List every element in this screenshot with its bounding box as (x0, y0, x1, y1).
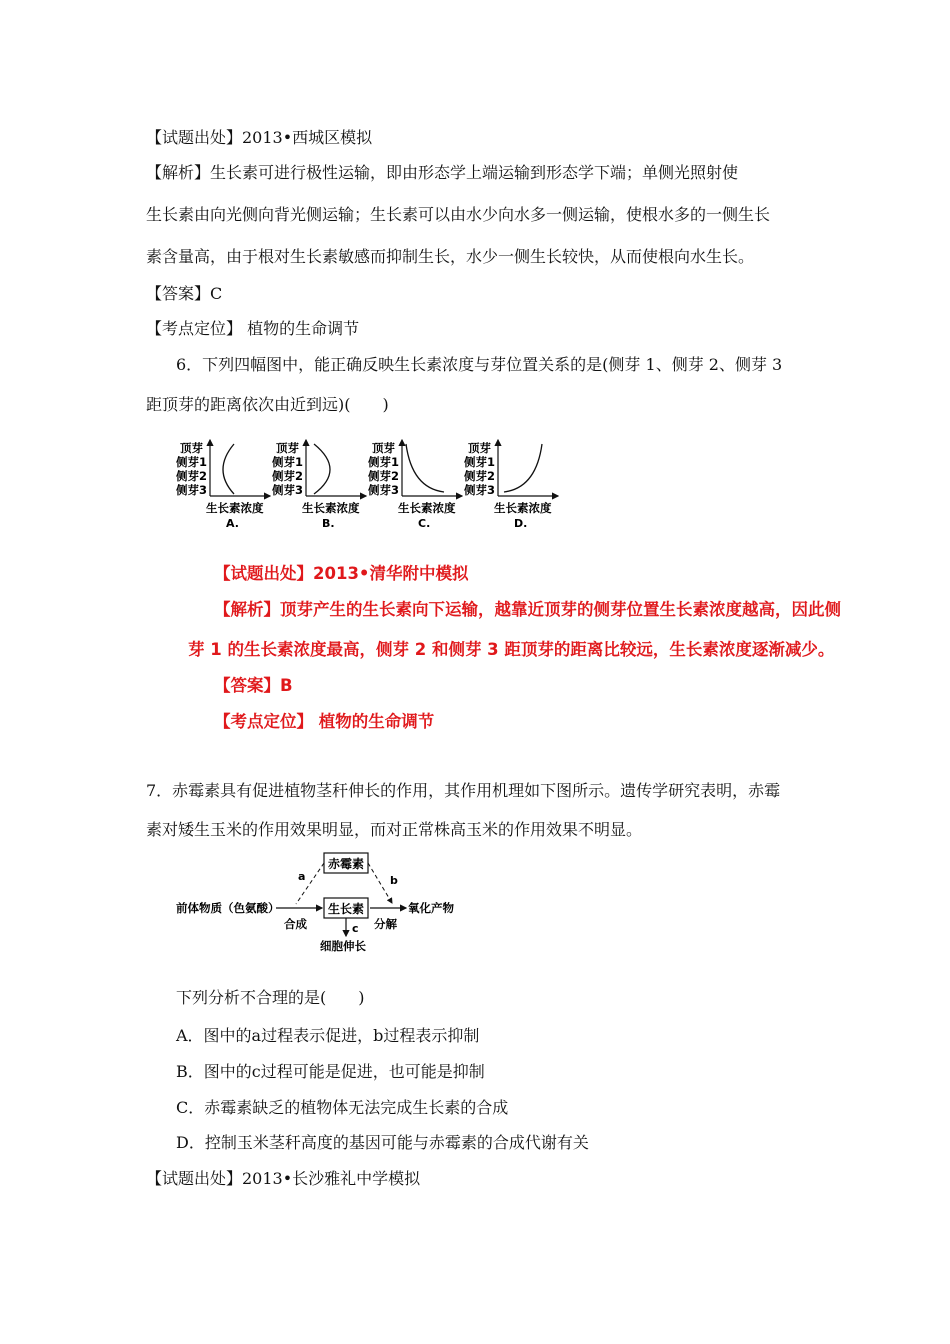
q7-diagram (172, 848, 472, 958)
q6-panel-d (463, 440, 558, 530)
q6-c-ylabel-0: 顶芽 (372, 441, 395, 455)
q7-option-a: A．图中的a过程表示促进，b过程表示抑制 (176, 1026, 480, 1045)
q6-d-xlabel: 生长素浓度 (494, 501, 552, 515)
q6-c-ylabel-1: 侧芽1 (368, 455, 400, 469)
q6-panel-c (367, 440, 462, 530)
q6-d-ylabel-2: 侧芽2 (464, 469, 496, 483)
process-c-label: c (352, 922, 359, 935)
oxidation-label: 氧化产物 (408, 901, 454, 915)
q5-analysis-line-1: 【解析】生长素可进行极性运输，即由形态学上端运输到形态学下端；单侧光照射使 (146, 163, 739, 182)
auxin-label: 生长素 (328, 902, 365, 916)
q6-analysis-line-1: 【解析】顶芽产生的生长素向下运输，越靠近顶芽的侧芽位置生长素浓度越高，因此侧 (214, 600, 841, 619)
q7-option-d: D．控制玉米茎秆高度的基因可能与赤霉素的合成代谢有关 (176, 1133, 589, 1152)
q6-figure (172, 434, 592, 532)
q6-question-line-1: 6．下列四幅图中，能正确反映生长素浓度与芽位置关系的是(侧芽 1、侧芽 2、侧芽 3 (176, 355, 783, 374)
synthesis-label: 合成 (284, 917, 307, 931)
process-b-label: b (390, 874, 398, 887)
q6-analysis-line-2: 芽 1 的生长素浓度最高，侧芽 2 和侧芽 3 距顶芽的距离比较远，生长素浓度逐渐减少。 (188, 640, 835, 659)
cell-growth-label: 细胞伸长 (320, 939, 366, 953)
gibberellin-label: 赤霉素 (328, 857, 365, 871)
q7-source: 【试题出处】2013•长沙雅礼中学模拟 (146, 1169, 421, 1188)
q6-b-curve (314, 444, 330, 494)
q6-question-line-2: 距顶芽的距离依次由近到远)( ) (146, 395, 389, 414)
q6-a-letter: A. (226, 517, 239, 530)
q6-d-letter: D. (514, 517, 528, 530)
q6-c-xlabel: 生长素浓度 (398, 501, 456, 515)
precursor-label: 前体物质（色氨酸） (176, 901, 280, 915)
q6-answer: 【答案】B (214, 676, 293, 695)
q6-a-curve (223, 444, 234, 494)
q7-option-c: C．赤霉素缺乏的植物体无法完成生长素的合成 (176, 1098, 509, 1117)
q6-c-ylabel-2: 侧芽2 (368, 469, 400, 483)
q6-a-xlabel: 生长素浓度 (206, 501, 264, 515)
q6-b-ylabel-1: 侧芽1 (272, 455, 304, 469)
q6-a-ylabel-0: 顶芽 (180, 441, 203, 455)
q6-b-xlabel: 生长素浓度 (302, 501, 360, 515)
q5-analysis-line-3: 素含量高，由于根对生长素敏感而抑制生长，水少一侧生长较快，从而使根向水生长。 (146, 247, 755, 266)
q7-option-b: B．图中的c过程可能是促进，也可能是抑制 (176, 1062, 485, 1081)
q6-d-ylabel-0: 顶芽 (468, 441, 491, 455)
q5-source: 【试题出处】2013•西城区模拟 (146, 128, 373, 147)
q6-a-ylabel-1: 侧芽1 (176, 455, 208, 469)
q5-answer: 【答案】C (146, 284, 223, 303)
q6-b-ylabel-2: 侧芽2 (272, 469, 304, 483)
q6-source: 【试题出处】2013•清华附中模拟 (214, 564, 469, 583)
decomposition-label: 分解 (374, 917, 397, 931)
q6-d-curve (504, 444, 542, 492)
q7-question-line-2: 素对矮生玉米的作用效果明显，而对正常株高玉米的作用效果不明显。 (146, 820, 643, 839)
q6-a-ylabel-2: 侧芽2 (176, 469, 208, 483)
q7-question-line-1: 7．赤霉素具有促进植物茎秆伸长的作用，其作用机理如下图所示。遗传学研究表明，赤霉 (146, 781, 781, 800)
q7-prompt: 下列分析不合理的是( ) (176, 988, 365, 1007)
process-a-label: a (298, 870, 306, 883)
q6-b-ylabel-3: 侧芽3 (272, 483, 304, 497)
q6-a-ylabel-3: 侧芽3 (176, 483, 208, 497)
q6-c-letter: C. (418, 517, 431, 530)
q6-c-curve (406, 444, 444, 492)
q5-topic: 【考点定位】 植物的生命调节 (146, 319, 360, 338)
q6-topic: 【考点定位】 植物的生命调节 (214, 712, 435, 731)
q6-b-letter: B. (322, 517, 335, 530)
q6-panel-a (175, 440, 270, 530)
q6-panel-b (271, 440, 366, 530)
q5-analysis-line-2: 生长素由向光侧向背光侧运输；生长素可以由水少向水多一侧运输，使根水多的一侧生长 (146, 205, 771, 224)
q6-c-ylabel-3: 侧芽3 (368, 483, 400, 497)
q6-b-ylabel-0: 顶芽 (276, 441, 299, 455)
q6-d-ylabel-3: 侧芽3 (464, 483, 496, 497)
q6-d-ylabel-1: 侧芽1 (464, 455, 496, 469)
